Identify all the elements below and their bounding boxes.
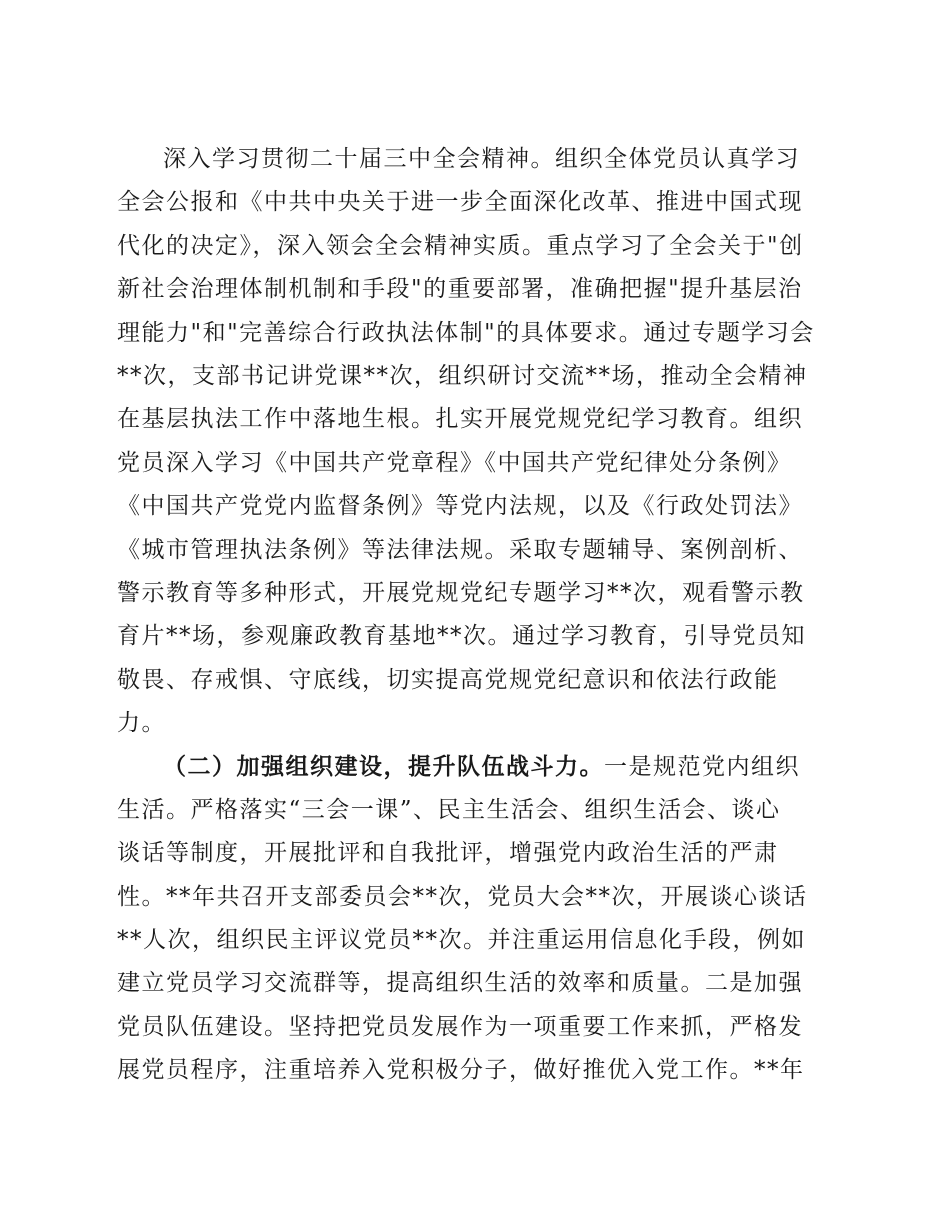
text-line: 敬畏、存戒惧、守底线，切实提高党规党纪意识和依法行政能 <box>117 666 779 693</box>
text-line: 党员深入学习《中国共产党章程》《中国共产党纪律处分条例》 <box>117 449 792 476</box>
text-line: 性。**年共召开支部委员会**次，党员大会**次，开展谈心谈话 <box>117 883 808 910</box>
text-line <box>117 745 827 788</box>
text-line: 谈话等制度，开展批评和自我批评，增强党内政治生活的严肃 <box>117 840 779 867</box>
text-line: 警示教育等多种形式，开展党规党纪专题学习**次，观看警示教 <box>117 579 805 606</box>
text-line: 力。 <box>117 710 166 737</box>
text-line: 全会公报和《中共中央关于进一步全面深化改革、推进中国式现 <box>117 189 803 216</box>
text-line: 代化的决定》，深入领会全会精神实质。重点学习了全会关于"创 <box>117 232 804 259</box>
text-line: 理能力"和"完善综合行政执法体制"的具体要求。通过专题学习会 <box>117 319 815 346</box>
text-run: 一是规范党内组织 <box>604 754 800 781</box>
text-line: 展党员程序，注重培养入党积极分子，做好推优入党工作。**年 <box>117 1057 805 1084</box>
section-heading: （二）加强组织建设，提升队伍战斗力。 <box>163 753 604 781</box>
text-line: 《城市管理执法条例》等法律法规。采取专题辅导、案例剖析、 <box>117 536 803 563</box>
document-body <box>117 138 827 1093</box>
paragraph-study-third-plenum <box>117 138 827 745</box>
text-line: 新社会治理体制机制和手段"的重要部署，准确把握"提升基层治 <box>117 276 803 303</box>
text-line: 党员队伍建设。坚持把党员发展作为一项重要工作来抓，严格发 <box>117 1013 803 1040</box>
text-line: 育片**场，参观廉政教育基地**次。通过学习教育，引导党员知 <box>117 623 806 650</box>
text-line: 在基层执法工作中落地生根。扎实开展党规党纪学习教育。组织 <box>117 406 803 433</box>
text-line: **次，支部书记讲党课**次，组织研讨交流**场，推动全会精神 <box>117 362 808 389</box>
text-line: 深入学习贯彻二十届三中全会精神。组织全体党员认真学习 <box>163 146 800 172</box>
paragraph-organization-building <box>117 745 827 1092</box>
text-line: **人次，组织民主评议党员**次。并注重运用信息化手段，例如 <box>117 927 806 954</box>
text-line: 建立党员学习交流群等，提高组织生活的效率和质量。二是加强 <box>117 970 803 997</box>
text-line: 《中国共产党党内监督条例》等党内法规，以及《行政处罚法》 <box>117 493 803 520</box>
text-line: 生活。严格落实“三会一课”、民主生活会、组织生活会、谈心 <box>117 796 781 823</box>
